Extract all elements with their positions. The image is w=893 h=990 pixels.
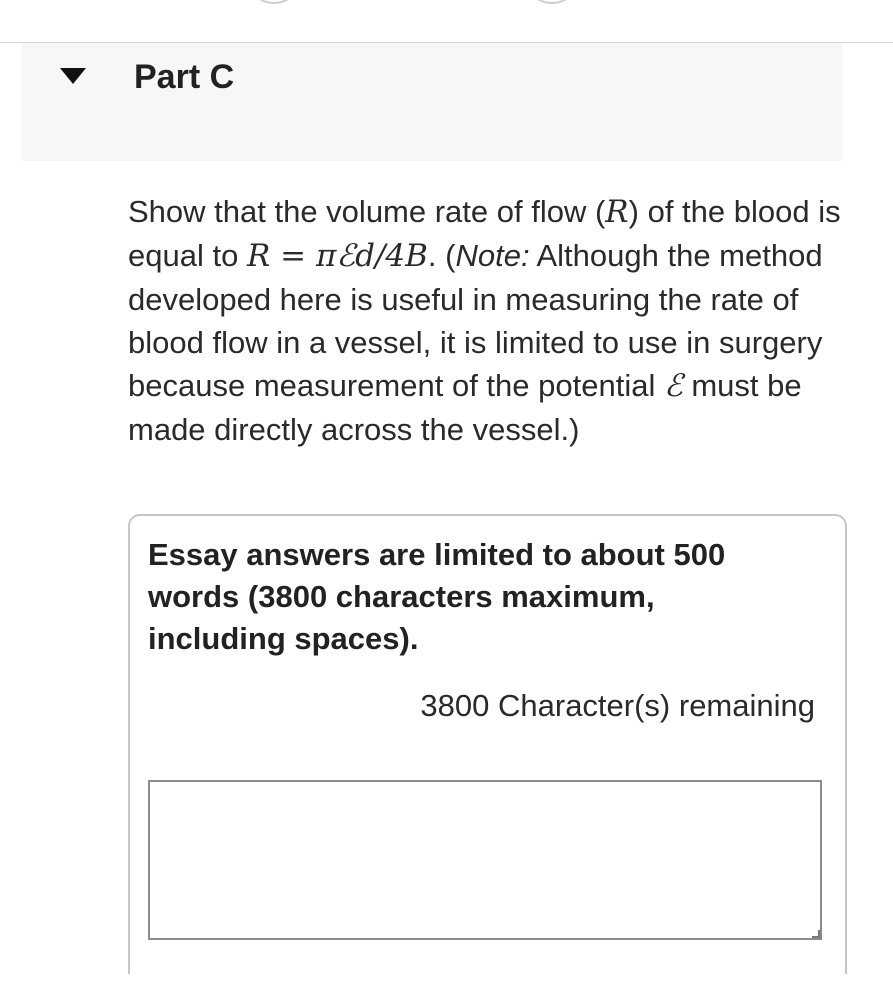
question-text-part: . (	[427, 238, 456, 273]
question-text	[128, 190, 848, 451]
math-symbol-emf: ℰ	[663, 368, 683, 404]
part-title: Part C	[134, 58, 235, 96]
question-text-part: ) of the blood is equal to	[128, 194, 841, 273]
essay-instructions: Essay answers are limited to about 500 words (3800 characters maximum, including spaces).	[148, 537, 726, 656]
part-c-header[interactable]	[22, 43, 842, 161]
question-text-part: must be made directly across the vessel.)	[128, 368, 802, 447]
character-counter: 3800 Character(s) remaining	[420, 688, 815, 723]
top-toolbar-strip	[0, 0, 893, 43]
math-formula: R = πℰd/4B	[246, 238, 428, 274]
question-text-part: Show that the volume rate of flow (	[128, 194, 606, 229]
essay-answer-box	[128, 514, 847, 974]
question-text-part: Although the method developed here is useful in measuring the rate of blood flow in a vessel, it is limited to use in surgery because measurement of the potential	[128, 238, 823, 403]
essay-input[interactable]	[148, 780, 822, 940]
caret-down-icon[interactable]	[60, 68, 86, 84]
toolbar-circle-button[interactable]	[524, 0, 580, 4]
math-variable-r: R	[605, 194, 629, 230]
toolbar-circle-button[interactable]	[246, 0, 302, 4]
note-label: Note:	[455, 238, 530, 273]
resize-handle-icon[interactable]	[812, 930, 820, 938]
